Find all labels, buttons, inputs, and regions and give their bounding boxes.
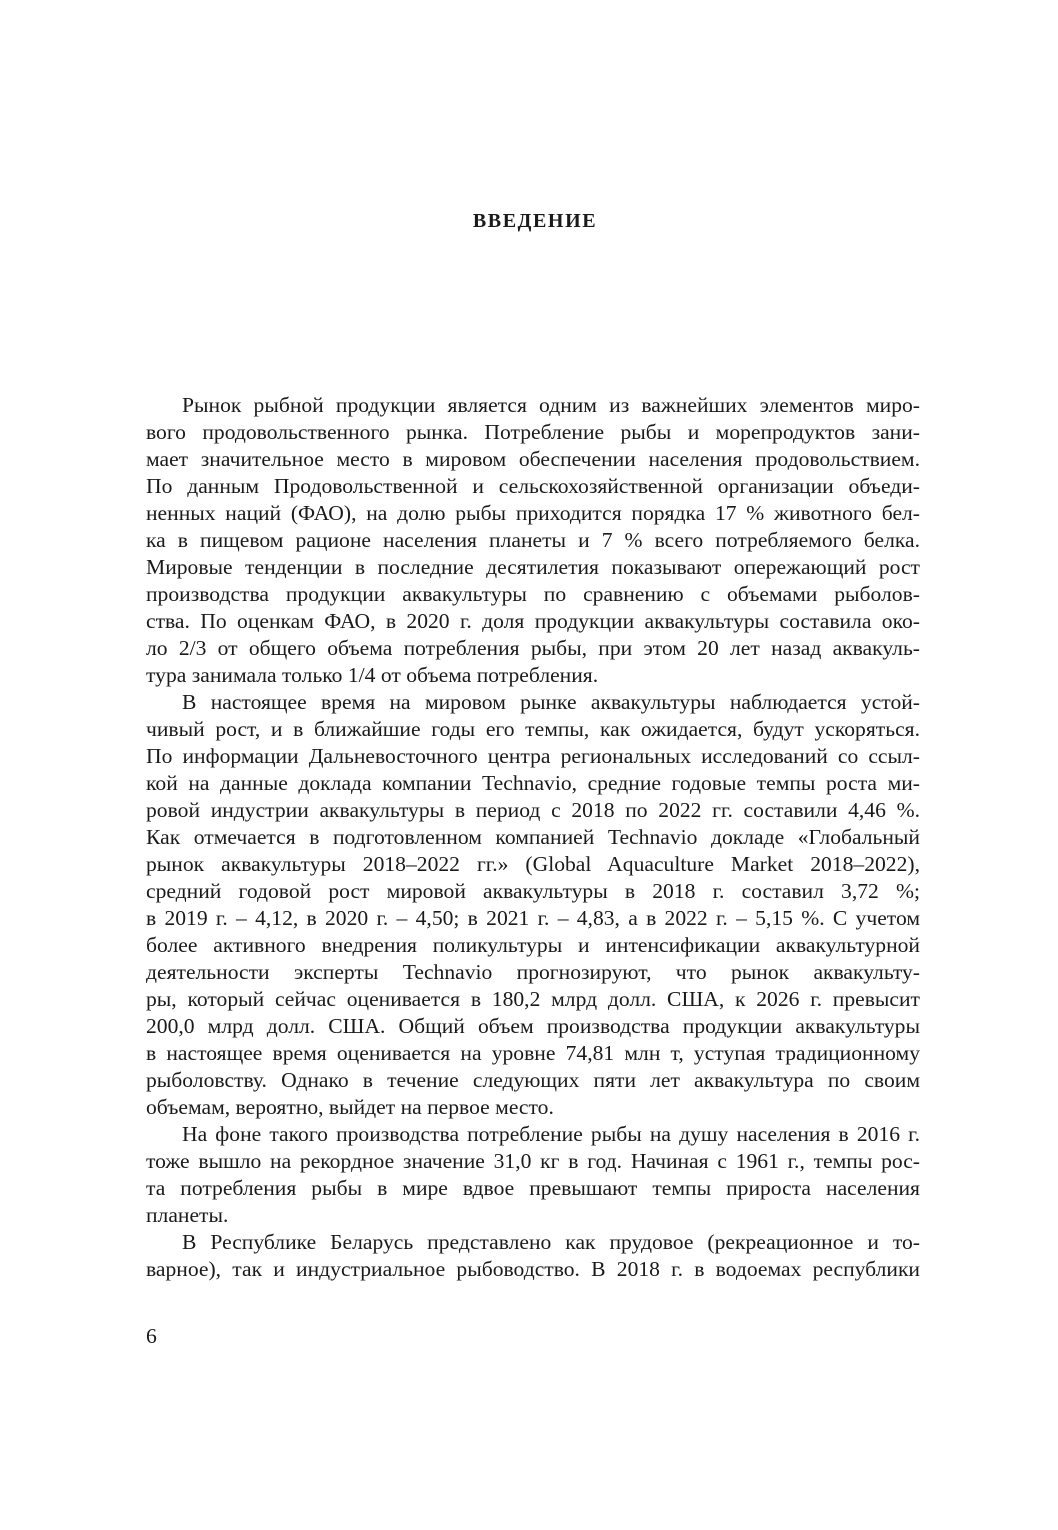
text-line: ка в пищевом рационе населения планеты и 7 % всего потребляемого белка.	[146, 528, 920, 552]
text-line: в 2019 г. – 4,12, в 2020 г. – 4,50; в 2021 г. – 4,83, а в 2022 г. – 5,15 %. С учетом	[146, 906, 920, 930]
text-line: тура занимала только 1/4 от объема потребления.	[146, 663, 599, 687]
text-line: Рынок рыбной продукции является одним из важнейших элементов миро-	[182, 393, 920, 417]
text-line: рынок аквакультуры 2018–2022 гг.» (Global Aquaculture Market 2018–2022),	[146, 852, 920, 876]
page-number: 6	[146, 1324, 157, 1348]
text-line: В настоящее время на мировом рынке аквакультуры наблюдается устой-	[182, 690, 920, 714]
paragraph	[146, 1121, 920, 1229]
page-heading: ВВЕДЕНИЕ	[472, 210, 598, 232]
text-line: более активного внедрения поликультуры и интенсификации аквакультурной	[146, 933, 920, 957]
text-line: Как отмечается в подготовленном компанией Technavio докладе «Глобальный	[146, 825, 920, 849]
text-line: тоже вышло на рекордное значение 31,0 кг в год. Начиная с 1961 г., темпы рос-	[146, 1149, 920, 1173]
text-line: На фоне такого производства потребление рыбы на душу населения в 2016 г.	[182, 1122, 920, 1146]
paragraph	[146, 392, 920, 689]
text-line: в настоящее время оценивается на уровне 74,81 млн т, уступая традиционному	[146, 1041, 920, 1065]
paragraph	[146, 689, 920, 1121]
text-line: чивый рост, и в ближайшие годы его темпы, как ожидается, будут ускоряться.	[146, 717, 920, 741]
text-line: Мировые тенденции в последние десятилетия показывают опережающий рост	[146, 555, 920, 579]
text-line: планеты.	[146, 1203, 229, 1227]
text-line: производства продукции аквакультуры по сравнению с объемами рыболов-	[146, 582, 920, 606]
text-line: та потребления рыбы в мире вдвое превышают темпы прироста населения	[146, 1176, 920, 1200]
text-line: ненных наций (ФАО), на долю рыбы приходится порядка 17 % животного бел-	[146, 501, 920, 525]
text-line: кой на данные доклада компании Technavio, средние годовые темпы роста ми-	[146, 771, 920, 795]
text-line: рыболовству. Однако в течение следующих пяти лет аквакультура по своим	[146, 1068, 920, 1092]
text-line: средний годовой рост мировой аквакультуры в 2018 г. составил 3,72 %;	[146, 879, 920, 903]
text-line: ства. По оценкам ФАО, в 2020 г. доля продукции аквакультуры составила око-	[146, 609, 920, 633]
text-line: мает значительное место в мировом обеспечении населения продовольствием.	[146, 447, 920, 471]
text-line: ло 2/3 от общего объема потребления рыбы, при этом 20 лет назад аквакуль-	[146, 636, 920, 660]
text-line: В Республике Беларусь представлено как прудовое (рекреационное и то-	[182, 1230, 920, 1254]
text-line: По информации Дальневосточного центра региональных исследований со ссыл-	[146, 744, 920, 768]
text-line: вого продовольственного рынка. Потребление рыбы и морепродуктов зани-	[146, 420, 920, 444]
text-line: ровой индустрии аквакультуры в период с 2018 по 2022 гг. составили 4,46 %.	[146, 798, 920, 822]
text-line: объемам, вероятно, выйдет на первое место.	[146, 1095, 554, 1119]
text-line: ры, который сейчас оценивается в 180,2 млрд долл. США, к 2026 г. превысит	[146, 987, 920, 1011]
text-line: 200,0 млрд долл. США. Общий объем производства продукции аквакультуры	[146, 1014, 920, 1038]
paragraph	[146, 1229, 920, 1283]
body-text	[146, 392, 920, 1283]
text-line: По данным Продовольственной и сельскохозяйственной организации объеди-	[146, 474, 920, 498]
text-line: деятельности эксперты Technavio прогнозируют, что рынок аквакульту-	[146, 960, 920, 984]
text-line: варное), так и индустриальное рыбоводство. В 2018 г. в водоемах республики	[146, 1257, 920, 1281]
